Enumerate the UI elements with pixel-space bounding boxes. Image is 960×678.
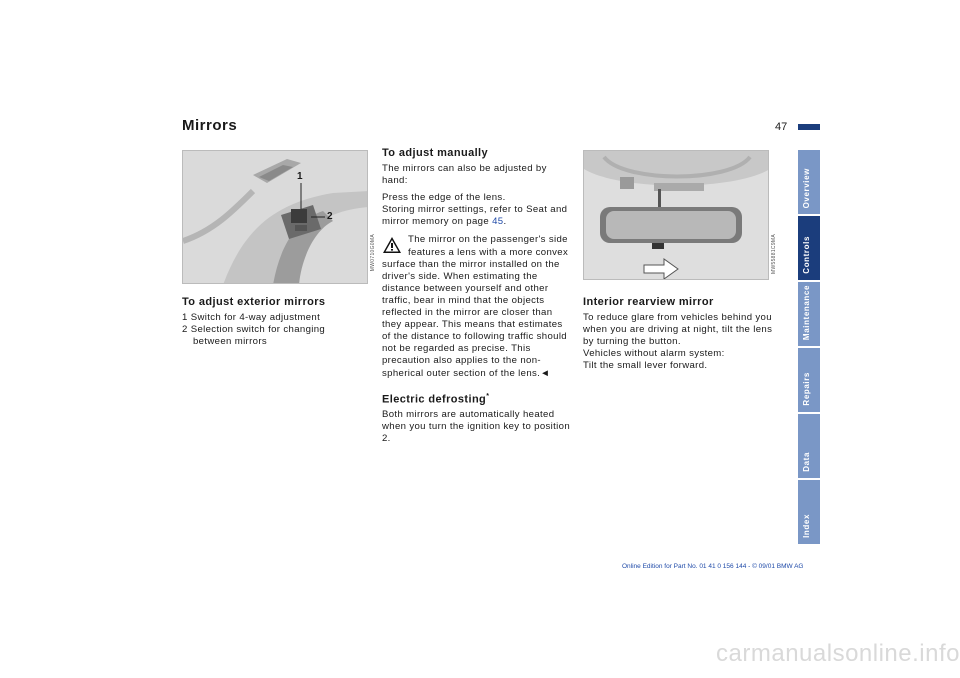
exterior-mirror-list	[182, 312, 362, 348]
tab-label: Controls	[802, 236, 811, 274]
warning-block	[382, 234, 574, 379]
page-title: Mirrors	[182, 117, 238, 134]
heading-exterior-mirrors: To adjust exterior mirrors	[182, 296, 326, 308]
tab-data[interactable]	[798, 414, 820, 478]
tab-label: Data	[802, 452, 811, 472]
page-45-link[interactable]: 45	[492, 216, 504, 228]
end-mark: ◄	[540, 367, 551, 379]
defrost-text: Both mirrors are automatically heated when you turn the ignition key to position 2.	[382, 409, 571, 445]
list-item: 1 Switch for 4-way adjustment	[182, 312, 321, 323]
interior-paragraph-2: Vehicles without alarm system:	[583, 348, 725, 360]
page-number-bar	[798, 124, 820, 130]
tab-label: Repairs	[802, 372, 811, 406]
manual-paragraph-2-line-1: Press the edge of the lens.	[382, 192, 506, 204]
list-item: 2 Selection switch for changing between mirrors	[182, 324, 326, 348]
heading-electric-defrosting-text: Electric defrosting	[382, 393, 487, 406]
callout-1: 1	[297, 171, 303, 182]
tab-overview[interactable]	[798, 150, 820, 214]
manual-paragraph-2-text: Storing mirror settings, refer to Seat and mirror memory on page	[382, 204, 568, 228]
tab-label: Maintenance	[802, 284, 811, 340]
tab-label: Index	[802, 514, 811, 538]
watermark: carmanualsonline.info	[716, 640, 960, 667]
warning-icon	[382, 236, 402, 254]
interior-paragraph-1: To reduce glare from vehicles behind you when you are driving at night, tilt the lens by turning the button.	[583, 312, 773, 348]
tab-controls[interactable]	[798, 216, 820, 280]
door-mirror-switch-image	[182, 150, 368, 284]
warning-text: The mirror on the passenger's side features a lens with a more convex surface than the mirror installed on the driver's side. When estimating the distance between yourself and other traffic, bear in mind that the objects reflected in the mirror are closer than they appear. This means that estimates of the distance to following traffic should not be regarded as precise. This precaution also applies to the non-spherical outer section of the lens.	[382, 234, 569, 379]
option-star: *	[486, 393, 490, 400]
heading-electric-defrosting	[382, 393, 489, 406]
image-code: MW0710G0MA	[370, 234, 376, 272]
interior-mirror-image	[583, 150, 769, 280]
tab-repairs[interactable]	[798, 348, 820, 412]
heading-interior-rearview-mirror: Interior rearview mirror	[583, 296, 714, 308]
rearview-mirror-illustration	[584, 151, 769, 280]
interior-mirror-text	[583, 312, 773, 372]
page-number: 47	[775, 121, 788, 133]
tab-maintenance[interactable]	[798, 282, 820, 346]
column-2-text	[382, 163, 574, 380]
footer-edition: Online Edition for Part No. 01 41 0 156 144 - © 09/01 BMW AG	[622, 563, 804, 570]
tab-index[interactable]	[798, 480, 820, 544]
callout-2: 2	[327, 211, 333, 222]
heading-adjust-manually: To adjust manually	[382, 147, 489, 159]
interior-paragraph-3: Tilt the small lever forward.	[583, 360, 708, 372]
tab-label: Overview	[802, 167, 811, 208]
manual-paragraph-2	[382, 204, 574, 228]
door-panel-illustration	[183, 151, 368, 284]
manual-paragraph-2-end: .	[503, 216, 507, 228]
image-code-2: MW55881C9MA	[771, 234, 777, 274]
section-tabs	[798, 150, 820, 546]
manual-paragraph-1: The mirrors can also be adjusted by hand:	[382, 163, 547, 187]
